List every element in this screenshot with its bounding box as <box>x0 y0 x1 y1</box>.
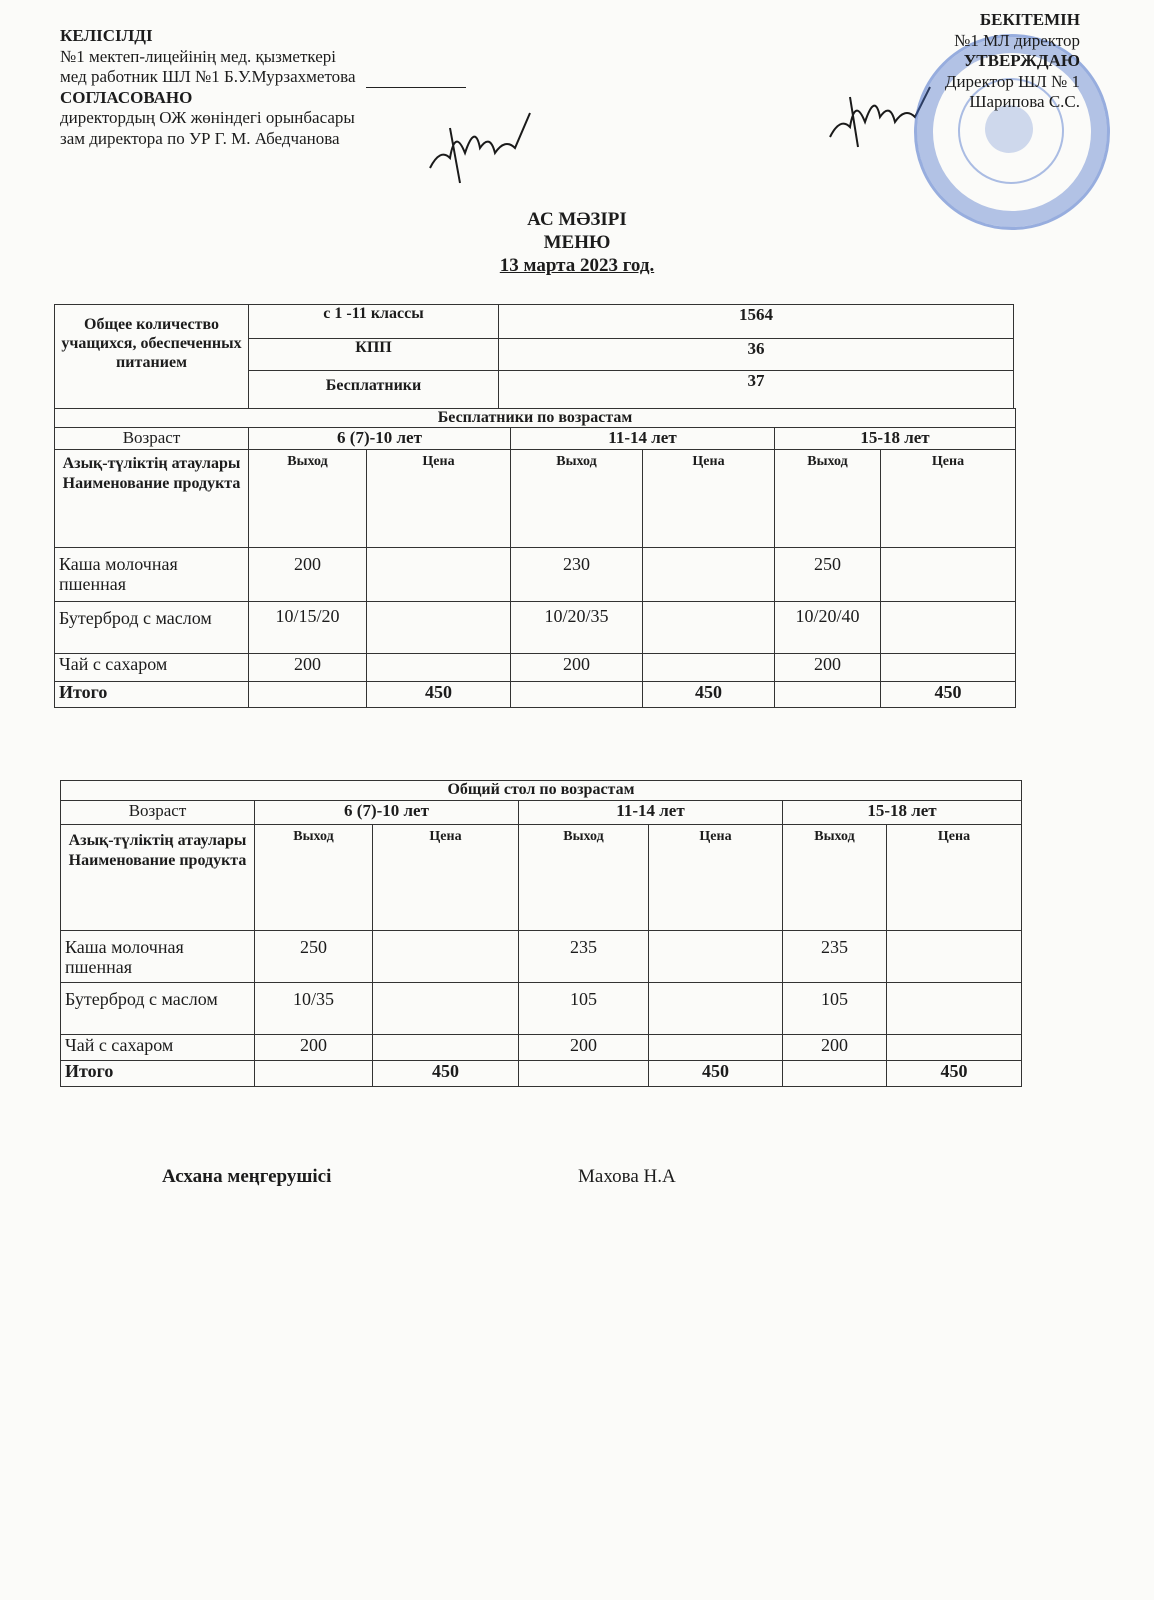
approval-block-right <box>945 10 1080 113</box>
signature-left-icon <box>420 108 540 188</box>
med-worker-ru: мед работник ШЛ №1 Б.У.Мурзахметова <box>60 67 466 88</box>
table-caption: Бесплатники по возрастам <box>55 409 1016 428</box>
table-row <box>55 450 1016 548</box>
summary-row-name: Бесплатники <box>249 371 499 409</box>
output-value: 200 <box>519 1035 649 1061</box>
col-price: Цена <box>881 450 1016 548</box>
col-out: Выход <box>249 450 367 548</box>
output-value: 230 <box>511 548 643 602</box>
title-kz: АС МӘЗІРІ <box>527 209 627 230</box>
table-row <box>61 781 1022 801</box>
output-value: 200 <box>775 654 881 682</box>
table-row <box>55 428 1016 450</box>
output-value: 250 <box>775 548 881 602</box>
output-value: 10/35 <box>255 983 373 1035</box>
director-ru: Директор ШЛ № 1 <box>944 71 1080 91</box>
col-out: Выход <box>775 450 881 548</box>
title-ru: МЕНЮ <box>543 232 611 253</box>
table-row <box>61 983 1022 1035</box>
col-out: Выход <box>519 825 649 931</box>
total-label: Итого <box>61 1061 255 1087</box>
total-value: 450 <box>643 682 775 708</box>
col-price: Цена <box>367 450 511 548</box>
total-value: 450 <box>649 1061 783 1087</box>
table-row <box>61 801 1022 825</box>
table-row <box>55 682 1016 708</box>
summary-row-name: с 1 -11 классы <box>249 305 499 339</box>
approve-ru-label: УТВЕРЖДАЮ <box>963 51 1080 70</box>
total-value: 450 <box>887 1061 1022 1087</box>
output-value: 10/20/40 <box>775 602 881 654</box>
agreed-kz-label: КЕЛІСІЛДІ <box>60 26 153 45</box>
canteen-head-label: Асхана меңгерушісі <box>162 1166 332 1187</box>
director-kz: №1 МЛ директор <box>954 30 1080 50</box>
product-name: Чай с сахаром <box>55 654 249 682</box>
product-name: Бутерброд с маслом <box>55 602 249 654</box>
product-header: Азық-түліктің атаулары Наименование продукта <box>55 450 249 548</box>
menu-date: 13 марта 2023 год. <box>499 255 655 276</box>
table-row <box>61 1035 1022 1061</box>
deputy-ru: зам директора по УР Г. М. Абедчанова <box>60 128 340 148</box>
output-value: 235 <box>519 931 649 983</box>
product-header: Азық-түліктің атаулары Наименование продукта <box>61 825 255 931</box>
summary-row-name: КПП <box>249 339 499 371</box>
age-group: 15-18 лет <box>783 801 1022 825</box>
table-caption: Общий стол по возрастам <box>61 781 1022 801</box>
summary-table <box>54 304 1014 409</box>
product-name: Каша молочная пшенная <box>61 931 255 983</box>
approval-block-left <box>60 26 466 149</box>
output-value: 250 <box>255 931 373 983</box>
output-value: 200 <box>783 1035 887 1061</box>
general-table-table <box>60 780 1022 1087</box>
canteen-head-name: Махова Н.А <box>578 1166 676 1187</box>
table-row <box>55 654 1016 682</box>
total-value: 450 <box>881 682 1016 708</box>
output-value: 200 <box>249 654 367 682</box>
menu-title <box>0 208 1154 277</box>
table-row <box>55 602 1016 654</box>
age-group: 6 (7)-10 лет <box>255 801 519 825</box>
output-value: 200 <box>255 1035 373 1061</box>
col-out: Выход <box>511 450 643 548</box>
agreed-ru-label: СОГЛАСОВАНО <box>60 87 193 107</box>
summary-row-value: 36 <box>499 339 1014 371</box>
age-group: 15-18 лет <box>775 428 1016 450</box>
output-value: 235 <box>783 931 887 983</box>
output-value: 105 <box>519 983 649 1035</box>
summary-row-value: 1564 <box>499 305 1014 339</box>
approve-kz-label: БЕКІТЕМІН <box>979 10 1080 29</box>
deputy-kz: директордың ОЖ жөніндегі орынбасары <box>60 108 355 127</box>
age-label: Возраст <box>55 428 249 450</box>
age-label: Возраст <box>61 801 255 825</box>
table-row <box>61 825 1022 931</box>
director-name: Шарипова С.С. <box>969 92 1080 111</box>
free-meals-table <box>54 408 1016 708</box>
output-value: 10/15/20 <box>249 602 367 654</box>
col-price: Цена <box>649 825 783 931</box>
med-worker-kz: №1 мектеп-лицейінің мед. қызметкері <box>60 46 336 66</box>
product-name: Бутерброд с маслом <box>61 983 255 1035</box>
col-price: Цена <box>887 825 1022 931</box>
col-price: Цена <box>643 450 775 548</box>
output-value: 200 <box>249 548 367 602</box>
age-group: 11-14 лет <box>511 428 775 450</box>
table-row <box>55 409 1016 428</box>
output-value: 10/20/35 <box>511 602 643 654</box>
summary-row-value: 37 <box>499 371 1014 409</box>
total-value: 450 <box>373 1061 519 1087</box>
table-row <box>55 548 1016 602</box>
table-row <box>61 1061 1022 1087</box>
output-value: 200 <box>511 654 643 682</box>
table-row <box>61 931 1022 983</box>
summary-label: Общее количество учащихся, обеспеченных питанием <box>55 305 249 409</box>
output-value: 105 <box>783 983 887 1035</box>
col-price: Цена <box>373 825 519 931</box>
col-out: Выход <box>255 825 373 931</box>
product-name: Чай с сахаром <box>61 1035 255 1061</box>
total-label: Итого <box>55 682 249 708</box>
col-out: Выход <box>783 825 887 931</box>
product-name: Каша молочная пшенная <box>55 548 249 602</box>
table-row <box>55 305 1014 339</box>
age-group: 6 (7)-10 лет <box>249 428 511 450</box>
total-value: 450 <box>367 682 511 708</box>
age-group: 11-14 лет <box>519 801 783 825</box>
